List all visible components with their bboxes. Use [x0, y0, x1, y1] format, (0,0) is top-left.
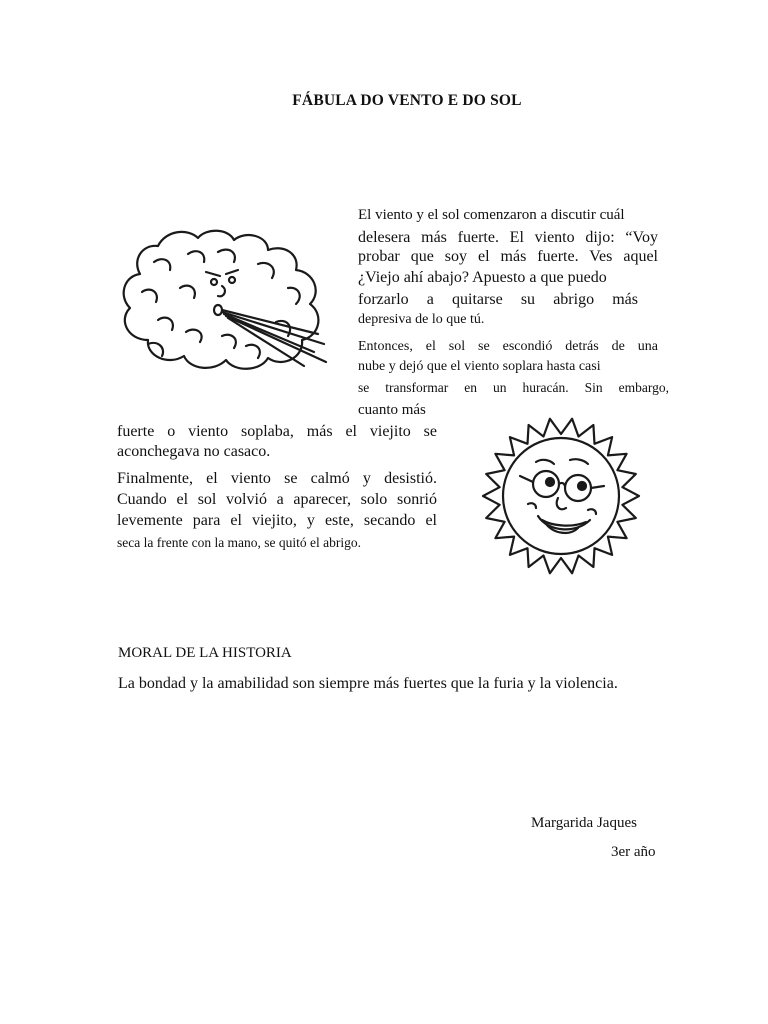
paragraph2-line-1: Entonces, el sol se escondió detrás de una — [358, 339, 658, 354]
paragraph1-line-1: El viento y el sol comenzaron a discutir cuál — [358, 207, 625, 223]
paragraph1-line-6: depresiva de lo que tú. — [358, 312, 485, 327]
paragraph2-line-3: se transformar en un huracán. Sin embargo, — [358, 380, 669, 395]
paragraph3-line-1: Finalmente, el viento se calmó y desistió. — [117, 470, 437, 487]
paragraph3-line-2: Cuando el sol volvió a aparecer, solo sonrió — [117, 491, 437, 508]
paragraph2-line-2: nube y dejó que el viento soplara hasta casi — [358, 359, 601, 374]
paragraph1-line-3: probar que soy el más fuerte. Ves aquel — [358, 248, 658, 265]
moral-heading: MORAL DE LA HISTORIA — [118, 645, 292, 661]
sun-rays — [483, 419, 639, 573]
paragraph2-line-5: fuerte o viento soplaba, más el viejito se — [117, 423, 437, 440]
sun-with-sunglasses-icon — [462, 416, 660, 576]
author-grade: 3er año — [611, 844, 656, 860]
paragraph1-line-2: delesera más fuerte. El viento dijo: “Voy — [358, 229, 658, 246]
paragraph3-line-3: levemente para el viejito, y este, secando el — [117, 512, 437, 529]
paragraph1-line-5: forzarlo a quitarse su abrigo más — [358, 291, 638, 308]
moral-text: La bondad y la amabilidad son siempre más fuertes que la furia y la violencia. — [118, 675, 618, 692]
paragraph1-line-4: ¿Viejo ahí abajo? Apuesto a que puedo — [358, 269, 607, 286]
wind-cloud-icon — [118, 226, 340, 374]
paragraph2-line-4: cuanto más — [358, 402, 426, 418]
paragraph2-line-6: aconchegava no casaco. — [117, 443, 271, 460]
author-name: Margarida Jaques — [531, 815, 637, 831]
paragraph3-line-4: seca la frente con la mano, se quitó el abrigo. — [117, 535, 362, 550]
document-title: FÁBULA DO VENTO E DO SOL — [292, 92, 522, 109]
